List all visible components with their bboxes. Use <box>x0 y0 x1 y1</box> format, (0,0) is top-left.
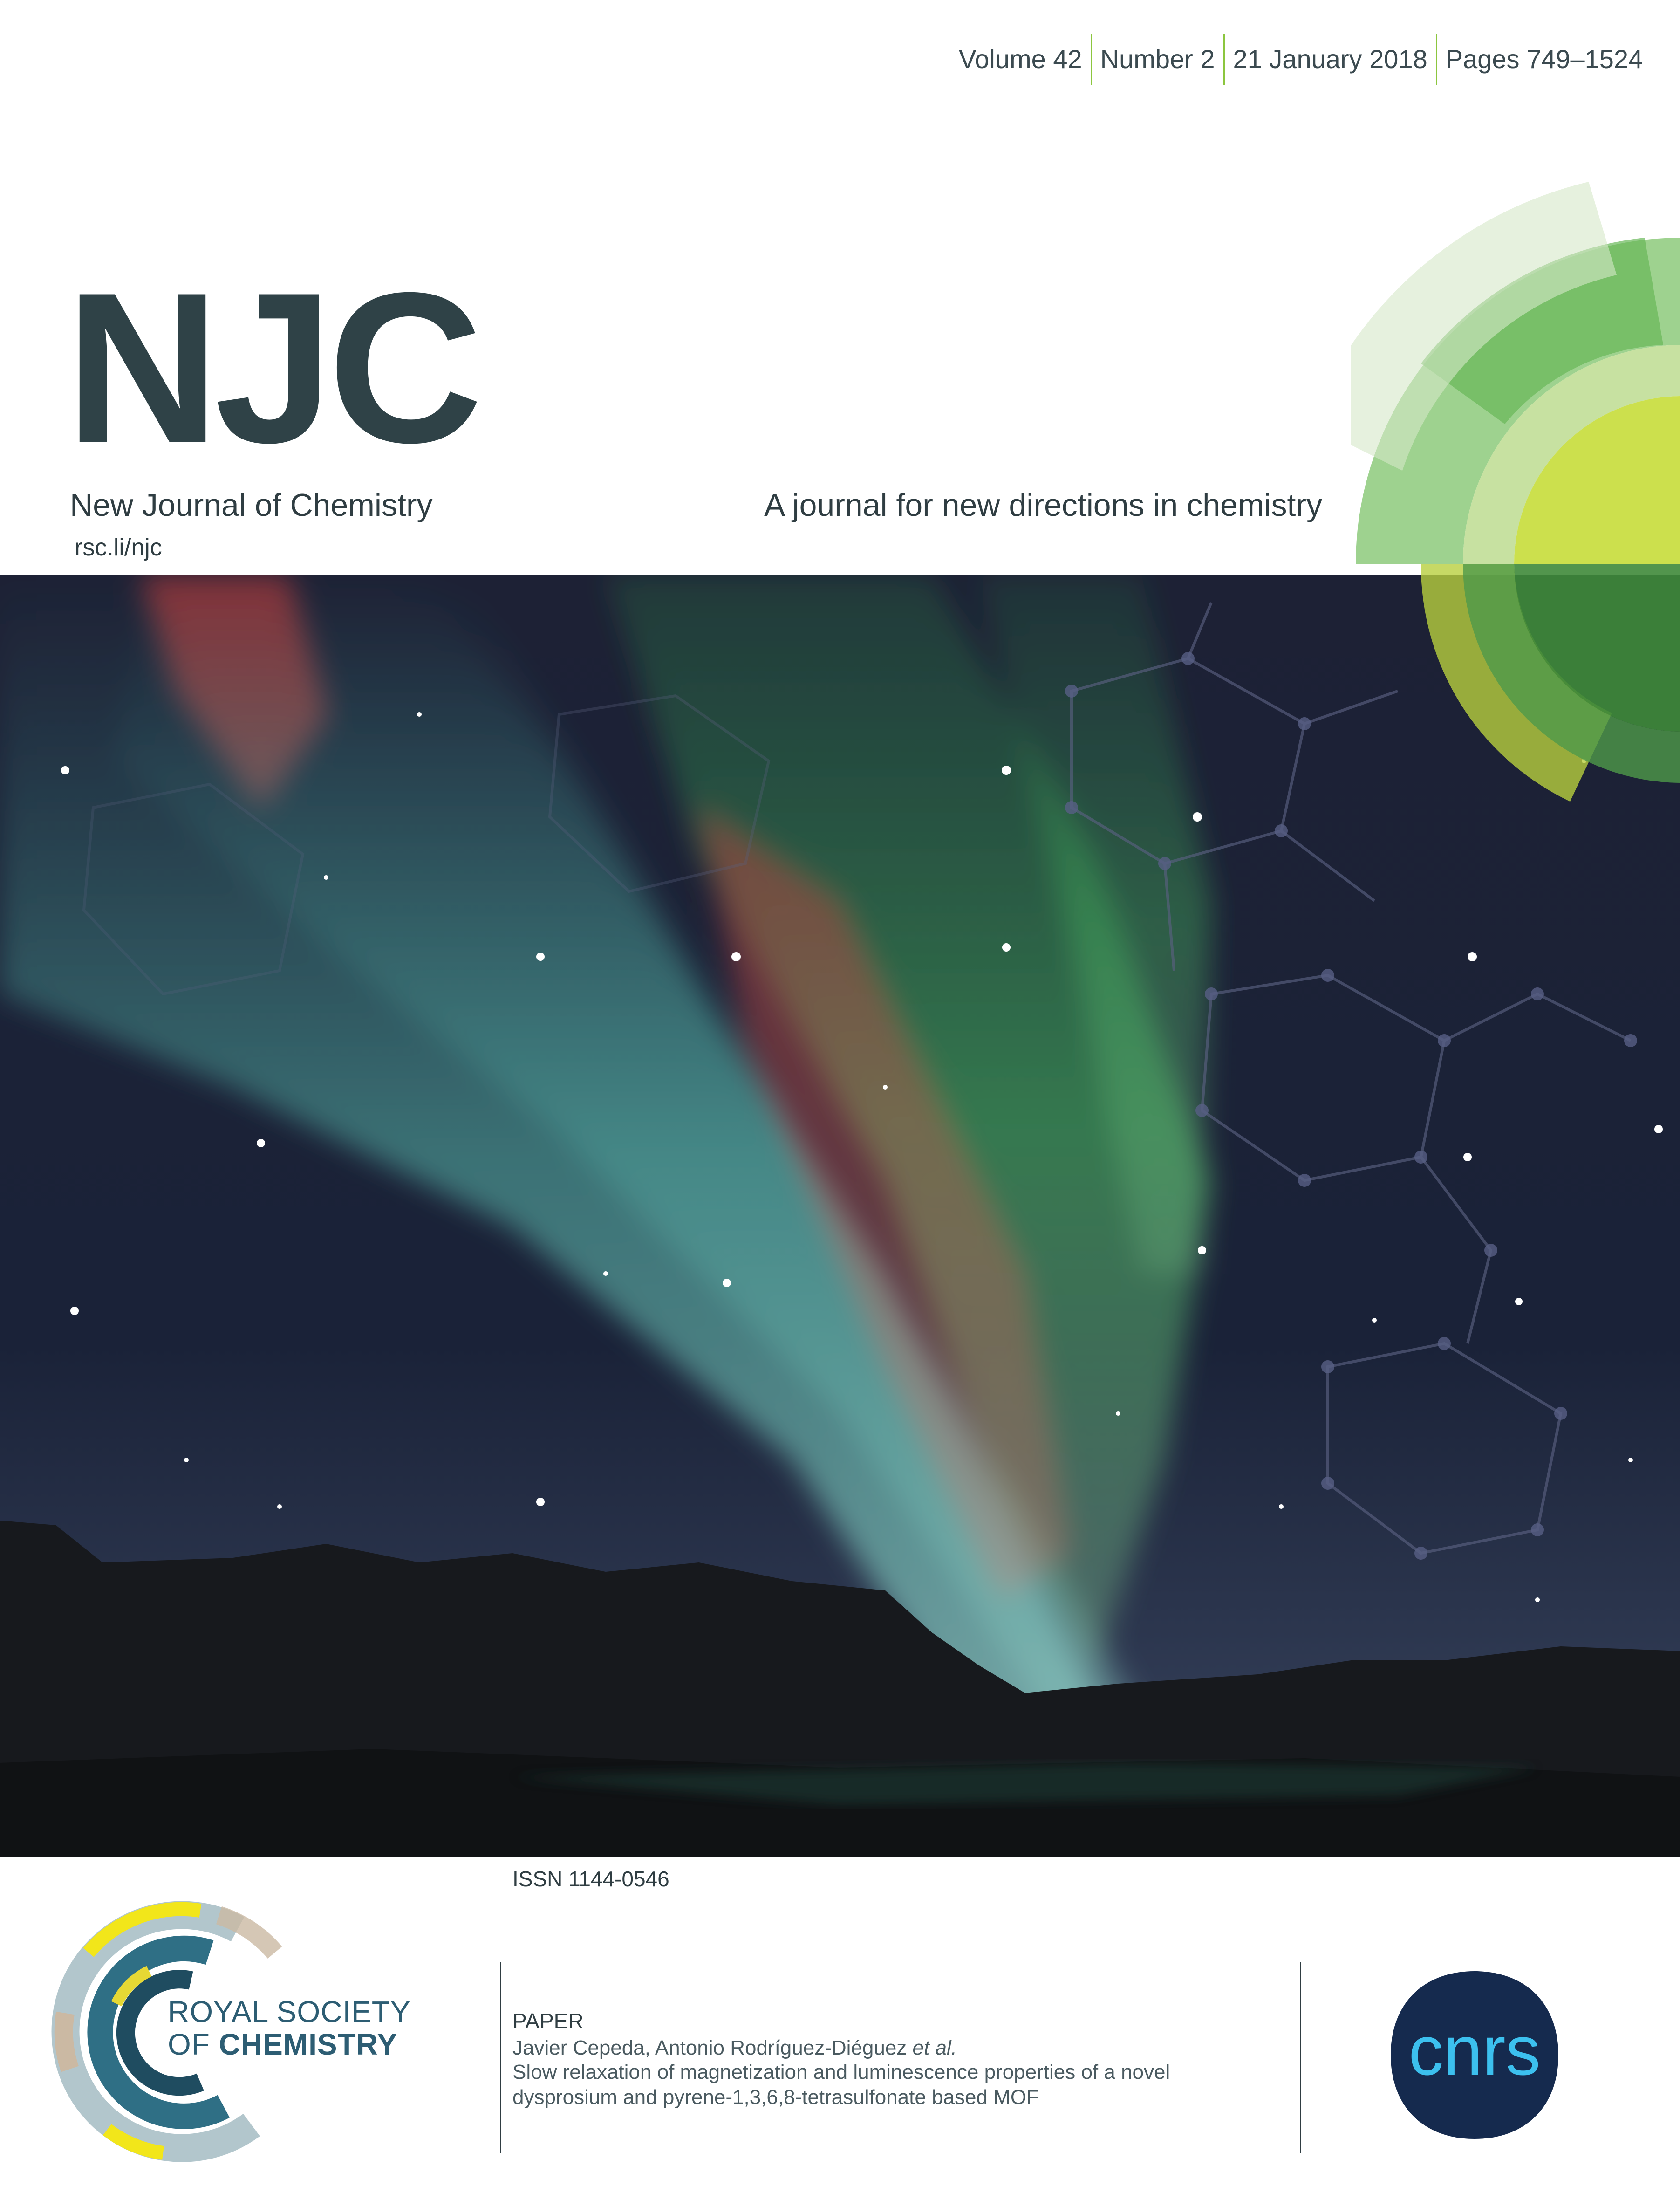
paper-authors <box>512 2036 1281 2060</box>
journal-name: New Journal of Chemistry <box>70 487 433 523</box>
cnrs-logo-text: cnrs <box>1408 2011 1541 2090</box>
issn: ISSN 1144-0546 <box>512 1867 669 1891</box>
paper-title-line-1: Slow relaxation of magnetization and luminescence properties of a novel <box>512 2061 1170 2083</box>
pages-label: Pages 749–1524 <box>1445 44 1643 74</box>
et-al: et al. <box>912 2036 957 2059</box>
journal-url[interactable]: rsc.li/njc <box>75 534 162 561</box>
cnrs-logo <box>1386 1967 1563 2144</box>
publisher-line-2-prefix: OF <box>168 2028 219 2061</box>
journal-logo: NJC <box>65 248 478 487</box>
number-label: Number 2 <box>1100 44 1215 74</box>
paper-author-names: Javier Cepeda, Antonio Rodríguez-Diéguez <box>512 2036 907 2059</box>
date-label: 21 January 2018 <box>1233 44 1427 74</box>
cnrs-logo-icon <box>1386 1967 1563 2144</box>
publisher-line-2: CHEMISTRY <box>219 2028 398 2061</box>
publisher-name <box>168 1997 411 2062</box>
paper-title-line-2: dysprosium and pyrene-1,3,6,8-tetrasulfonate based MOF <box>512 2085 1039 2109</box>
publisher-line-1: ROYAL SOCIETY <box>168 1995 411 2028</box>
volume-label: Volume 42 <box>959 44 1082 74</box>
paper-label: PAPER <box>512 2009 584 2033</box>
issue-info-bar <box>950 34 1651 85</box>
decorative-arcs <box>1351 168 1680 960</box>
divider-left <box>500 1962 501 2153</box>
divider-right <box>1300 1962 1301 2153</box>
journal-tagline: A journal for new directions in chemistry <box>764 487 1323 523</box>
featured-paper[interactable] <box>512 2008 1281 2110</box>
